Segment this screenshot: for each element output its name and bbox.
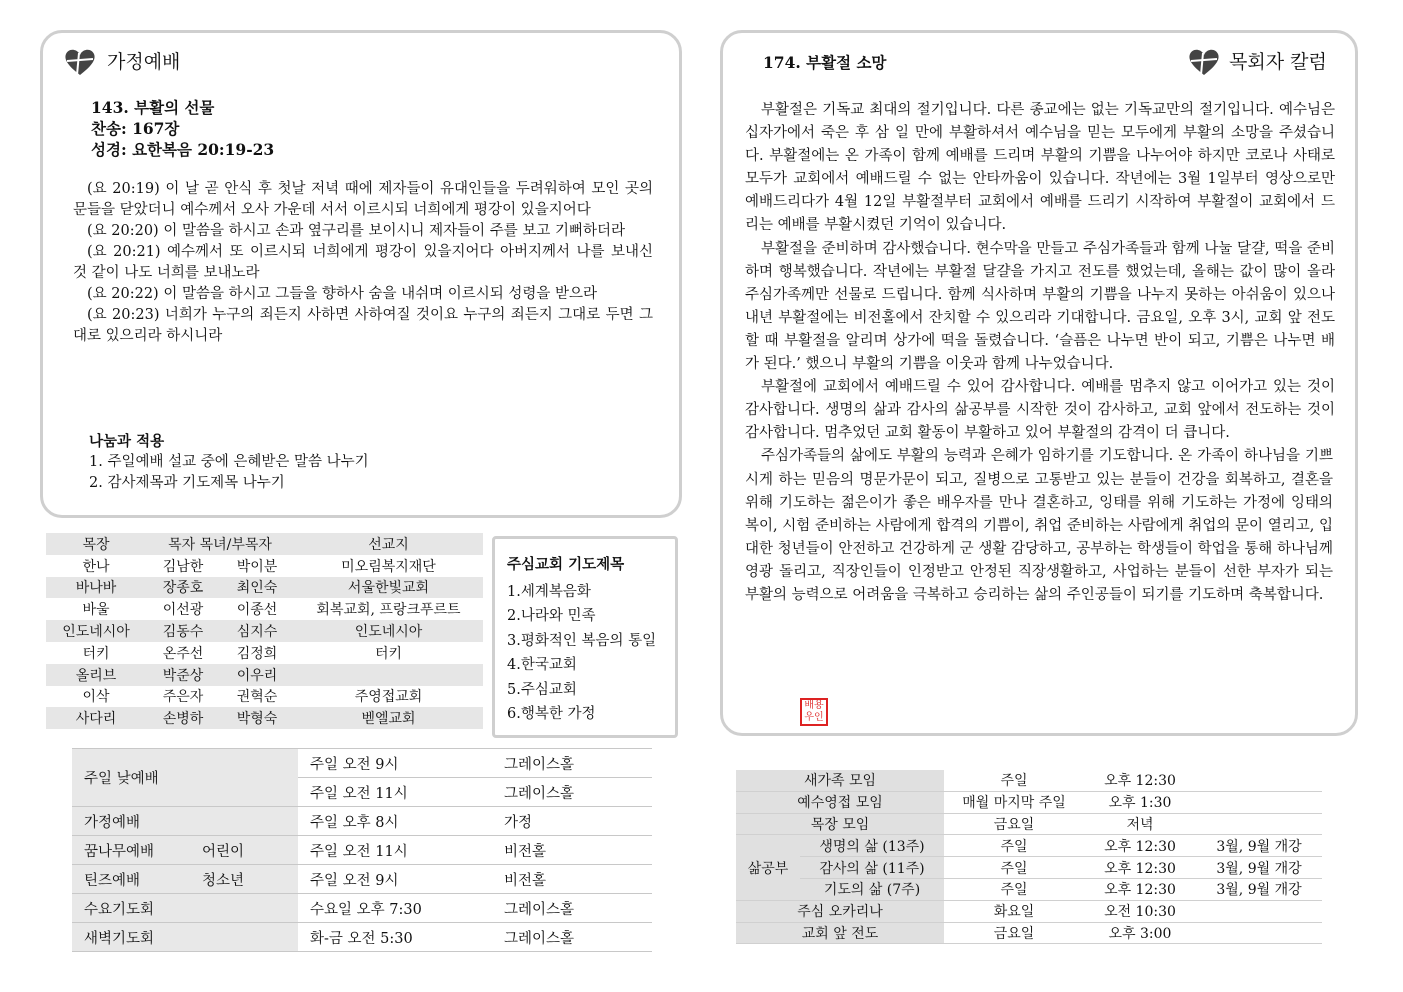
cell-name: 한나 [82,558,110,575]
section-title: 가정예배 [107,51,181,73]
leader-name: 김동수 [162,624,204,641]
table-row [46,707,483,729]
worship-time: 화-금 오전 5:30 [298,923,492,952]
column-paragraph: 부활절은 기독교 최대의 절기입니다. 다른 종교에는 없는 기독교만의 절기입니다. 예수님은 십자가에서 죽은 후 삼 일 만에 부활하셔서 예수님을 믿는 모두에게 부활의 소망을 주셨습니다. 부활절에는 온 가족이 함께 예배를 드리며 부활의 기쁨을 나누어야 하지만 코로나 사태로 모두가 교회에서 예배드릴 수 없는 안타까움이 있습니다. 작년에는 3월 1일부터 영상으로만 예배드리다가 4월 12일 부활절부터 교회에서 예배를 드리기 시작하여 부활절이 교회에서 드리는 예배를 부활시켰던 기억이 있습니다. [745,102,1335,234]
column-body [745,99,1335,607]
mission-name: 주영접교회 [354,689,423,706]
meeting-note [1196,922,1322,944]
sunday-worship-label: 주일 낮예배 [72,749,298,807]
table-row [72,865,652,894]
mission-name: 터키 [374,645,403,662]
table-row [72,923,652,952]
leader-name: 장종호 [162,580,204,597]
table-row [72,749,652,778]
worship-place: 가정 [492,807,652,836]
cell-name: 올리브 [75,667,117,684]
meeting-label: 교회 앞 전도 [736,922,944,944]
worship-label: 수요기도회 [72,894,190,923]
co-leader-name: 박형숙 [236,711,278,728]
meeting-time: 오후 12:30 [1084,770,1196,791]
meeting-day: 주일 [944,857,1084,879]
table-row [46,577,483,599]
study-course-label: 기도의 삶 (7주) [800,878,944,900]
meeting-label: 새가족 모임 [736,770,944,791]
prayer-item: 4.한국교회 [507,657,577,673]
worship-time: 주일 오전 9시 [298,865,492,894]
table-row [46,686,483,708]
prayer-item: 3.평화적인 복음의 통일 [507,632,657,649]
worship-label: 틴즈예배 [72,865,190,894]
worship-heading: 143. 부활의 선물 [91,98,215,117]
table-row [46,664,483,686]
meeting-day: 매월 마지막 주일 [944,791,1084,813]
column-header: 목장 [82,536,110,553]
cell-name: 바울 [82,602,110,619]
family-worship-box [40,30,682,518]
worship-label: 가정예배 [72,807,190,836]
worship-place: 그레이스홀 [492,894,652,923]
scripture-reference: 성경: 요한복음 20:19-23 [91,140,275,159]
meeting-note [1196,791,1322,813]
co-leader-name: 심지수 [236,624,278,641]
scripture-text [73,179,653,347]
meeting-time: 오전 10:30 [1084,900,1196,922]
worship-place: 그레이스홀 [492,923,652,952]
prayer-item: 2.나라와 민족 [507,608,596,624]
table-row [72,836,652,865]
meetings-table [736,770,1322,944]
table-row [46,598,483,620]
mission-name: 회복교회, 프랑크푸르트 [316,602,461,619]
worship-time: 주일 오후 8시 [298,807,492,836]
table-row [46,620,483,642]
meeting-label: 주심 오카리나 [736,900,944,922]
prayer-list [507,553,656,727]
worship-place: 비전홀 [492,836,652,865]
study-course-label: 생명의 삶 (13주) [800,835,944,857]
heart-logo-icon [1187,47,1221,77]
worship-time: 주일 오전 11시 [298,778,492,807]
column-paragraph: 부활절에 교회에서 예배드릴 수 있어 감사합니다. 예배를 멈추지 않고 이어가고 있는 것이 감사합니다. 생명의 삶과 감사의 삶공부를 시작한 것이 감사하고, 교회 앞에서 전도하는 것이 감사합니다. 멈추었던 교회 활동이 부활하고 있어 부활절의 감격이 더 큽니다. [745,379,1335,442]
meeting-note: 3월, 9월 개강 [1196,835,1322,857]
table-row [736,922,1322,944]
table-row [736,878,1322,900]
cell-name: 사다리 [75,711,117,728]
sharing-section [89,431,369,494]
meeting-note [1196,770,1322,791]
verse: (요 20:20) 이 말씀을 하시고 손과 옆구리를 보이시니 제자들이 주를 보고 기뻐하더라 [87,223,626,239]
worship-audience: 청소년 [190,865,298,894]
sharing-title: 나눔과 적용 [89,433,165,450]
meeting-time: 오후 1:30 [1084,791,1196,813]
mission-name: 미오림복지재단 [341,558,436,575]
heart-logo-icon [63,47,97,77]
pastor-seal-stamp: 배용 우인 [800,698,828,726]
worship-label: 새벽기도회 [72,923,190,952]
worship-time: 주일 오전 11시 [298,836,492,865]
leader-name: 김남한 [162,558,204,575]
prayer-item: 1.세계복음화 [507,583,591,600]
meeting-day: 금요일 [944,813,1084,835]
leader-name: 손병하 [162,711,204,728]
prayer-item: 6.행복한 가정 [507,706,596,722]
meeting-day: 주일 [944,770,1084,791]
mission-name: 서울한빛교회 [347,580,430,597]
table-row [72,894,652,923]
leader-name: 주은자 [162,689,204,706]
cell-name: 터키 [82,645,110,662]
cell-name: 이삭 [82,689,110,706]
sharing-item: 2. 감사제목과 기도제목 나누기 [89,475,285,491]
co-leader-name: 이우리 [236,667,278,684]
verse: (요 20:22) 이 말씀을 하시고 그들을 향하사 숨을 내쉬며 이르시되 성령을 받으라 [87,286,598,302]
meeting-day: 주일 [944,835,1084,857]
leader-name: 박준상 [162,667,204,684]
cell-name: 인도네시아 [62,624,130,641]
meeting-note: 3월, 9월 개강 [1196,878,1322,900]
mission-name [294,664,483,686]
meeting-time: 오후 12:30 [1084,835,1196,857]
meeting-note: 3월, 9월 개강 [1196,857,1322,879]
worship-audience [190,894,298,923]
meeting-label: 예수영접 모임 [736,791,944,813]
table-row [736,813,1322,835]
pastor-column-box [720,30,1358,736]
prayer-item: 5.주심교회 [507,681,577,698]
co-leader-name: 박이분 [236,558,278,575]
column-header: 선교지 [368,536,409,553]
table-row [736,835,1322,857]
table-row [736,770,1322,791]
table-row [46,555,483,577]
worship-place: 그레이스홀 [492,778,652,807]
table-header-row [46,533,483,555]
worship-audience: 어린이 [190,836,298,865]
cell-group-table [46,533,483,729]
co-leader-name: 권혁순 [236,689,278,706]
leader-name: 이선광 [162,602,204,619]
meeting-time: 오후 12:30 [1084,878,1196,900]
worship-place: 그레이스홀 [492,749,652,778]
cell-name: 바나바 [75,580,117,597]
worship-label: 꿈나무예배 [72,836,190,865]
table-row [46,642,483,664]
meeting-note [1196,813,1322,835]
table-row [736,857,1322,879]
section-title: 목회자 칼럼 [1229,51,1327,73]
table-row [72,807,652,836]
column-paragraph: 주심가족들의 삶에도 부활의 능력과 은혜가 임하기를 기도합니다. 온 가족이 하나님을 기쁘시게 하는 믿음의 명문가문이 되고, 질병으로 고통받고 있는 분들이 건강을 회복하고, 결혼을 위해 기도하는 젊은이가 좋은 배우자를 만나 결혼하고, 잉태를 위해 기도하는 가정에 잉태의 복이, 시험 준비하는 사람에게 합격의 기쁨이, 취업 준비하는 사람에게 취업의 문이 열리고, 입대한 청년들이 안전하고 건강하게 군 생활 감당하고, 공부하는 학생들이 학업을 통해 하나님께 영광 돌리고, 직장인들이 인정받고 안정된 직장생활하고, 사업하는 분들이 선한 부자가 되는 부활의 능력으로 어려움을 극복하고 승리하는 삶의 주인공들이 되기를 기도하며 축복합니다. [745,448,1333,603]
worship-time: 수요일 오후 7:30 [298,894,492,923]
leader-name: 온주선 [162,645,204,662]
column-header: 목자 목녀/부목자 [168,536,272,553]
verse: (요 20:19) 이 날 곧 안식 후 첫날 저녁 때에 제자들이 유대인들을 두려워하여 모인 곳의 문들을 닫았더니 예수께서 오사 가운데 서서 이르시되 너희에게 평강이 있을지어다 [73,181,653,218]
meeting-day: 주일 [944,878,1084,900]
meeting-note [1196,900,1322,922]
worship-place: 비전홀 [492,865,652,894]
worship-audience [190,807,298,836]
worship-time: 주일 오전 9시 [298,749,492,778]
meeting-day: 금요일 [944,922,1084,944]
meeting-time: 오후 12:30 [1084,857,1196,879]
co-leader-name: 이종선 [236,602,278,619]
worship-audience [190,923,298,952]
co-leader-name: 최인숙 [236,580,278,597]
study-course-label: 감사의 삶 (11주) [800,857,944,879]
meeting-day: 화요일 [944,900,1084,922]
verse: (요 20:23) 너희가 누구의 죄든지 사하면 사하여질 것이요 누구의 죄든지 그대로 두면 그대로 있으리라 하시니라 [73,307,653,344]
worship-header [91,97,274,160]
prayer-topics-box [492,536,678,738]
worship-schedule-table [72,748,652,952]
meeting-label: 목장 모임 [736,813,944,835]
hymn-number: 찬송: 167장 [91,119,180,138]
table-row [736,900,1322,922]
co-leader-name: 김정희 [236,645,278,662]
sharing-item: 1. 주일예배 설교 중에 은혜받은 말씀 나누기 [89,454,369,470]
column-heading: 174. 부활절 소망 [763,53,887,72]
study-label: 삶공부 [736,835,800,900]
meeting-time: 오후 3:00 [1084,922,1196,944]
verse: (요 20:21) 예수께서 또 이르시되 너희에게 평강이 있을지어다 아버지께서 나를 보내신 것 같이 나도 너희를 보내노라 [73,244,653,281]
column-paragraph: 부활절을 준비하며 감사했습니다. 현수막을 만들고 주심가족들과 함께 나눌 달걀, 떡을 준비하며 행복했습니다. 작년에는 부활절 달걀을 가지고 전도를 했었는데, 올해는 값이 많이 올라 주심가족께만 선물로 드립니다. 함께 식사하며 부활의 기쁨을 나누지 못하는 아쉬움이 있으나 내년 부활절에는 비전홀에서 잔치할 수 있으리라 기대합니다. 금요일, 오후 3시, 교회 앞 전도할 때 부활절을 알리며 상가에 떡을 돌렸습니다. ‘슬픔은 나누면 반이 되고, 기쁨은 나누면 배가 된다.’ 했으니 부활의 기쁨을 이웃과 함께 나누었습니다. [745,240,1335,373]
prayer-title: 주심교회 기도제목 [507,556,625,573]
mission-name: 벧엘교회 [361,711,416,728]
mission-name: 인도네시아 [354,624,423,641]
table-row [736,791,1322,813]
meeting-time: 저녁 [1084,813,1196,835]
